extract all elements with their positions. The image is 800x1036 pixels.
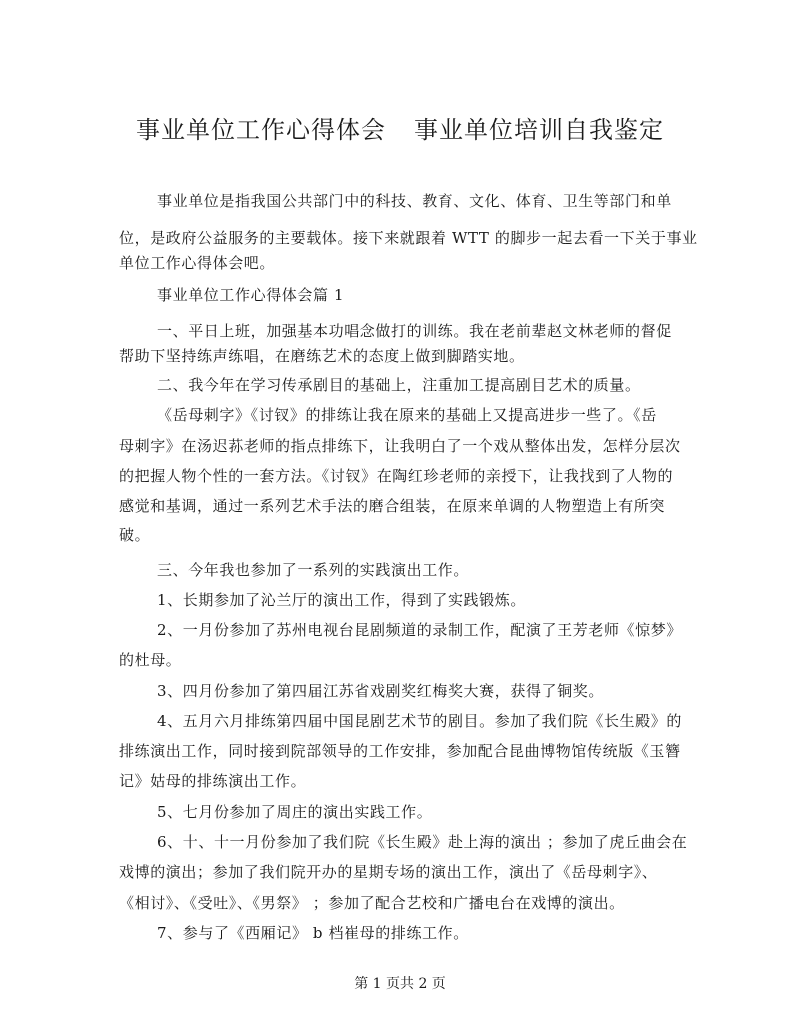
body-line: 3、四月份参加了第四届江苏省戏剧奖红梅奖大赛，获得了铜奖。 — [157, 682, 604, 700]
body-line: 1、长期参加了沁兰厅的演出工作，得到了实践锻炼。 — [157, 591, 526, 609]
page-number-footer: 第 1 页共 2 页 — [354, 976, 446, 992]
document-title — [0, 110, 800, 145]
body-line: 位，是政府公益服务的主要载体。接下来就跟着 WTT 的脚步一起去看一下关于事业 — [119, 229, 698, 247]
body-line: 的把握人物个性的一套方法。《讨钗》在陶红珍老师的亲授下，让我找到了人物的 — [119, 467, 674, 485]
body-line: 三、今年我也参加了一系列的实践演出工作。 — [157, 561, 470, 579]
body-line: 事业单位是指我国公共部门中的科技、教育、文化、体育、卫生等部门和单 — [157, 192, 672, 210]
body-line: 7、参与了《西厢记》 b 档崔母的排练工作。 — [157, 924, 469, 942]
section-heading: 事业单位工作心得体会篇 1 — [157, 286, 345, 304]
body-line: 6、十、十一月份参加了我们院《长生殿》赴上海的演出 ；参加了虎丘曲会在 — [157, 833, 688, 851]
body-line: 破。 — [119, 526, 151, 544]
body-line: 戏博的演出；参加了我们院开办的星期专场的演出工作，演出了《岳母刺字》、 — [119, 863, 658, 881]
body-line: 单位工作心得体会吧。 — [119, 254, 276, 272]
body-line: 一、平日上班，加强基本功唱念做打的训练。我在老前辈赵文林老师的督促 — [157, 322, 672, 340]
body-line: 二、我今年在学习传承剧目的基础上，注重加工提高剧目艺术的质量。 — [157, 376, 641, 394]
body-line: 2、一月份参加了苏州电视台昆剧频道的录制工作，配演了王芳老师《惊梦》 — [157, 621, 682, 639]
body-line: 4、五月六月排练第四届中国昆剧艺术节的剧目。参加了我们院《长生殿》的 — [157, 712, 682, 730]
body-line: 排练演出工作，同时接到院部领导的工作安排，参加配合昆曲博物馆传统版《玉簪 — [119, 742, 681, 760]
body-line: 《岳母刺字》《讨钗》的排练让我在原来的基础上又提高进步一些了。《岳 — [157, 406, 657, 424]
body-line: 感觉和基调，通过一系列艺术手法的磨合组装，在原来单调的人物塑造上有所突 — [119, 497, 666, 515]
body-line: 《相讨》、《受吐》、《男祭》 ；参加了配合艺校和广播电台在戏博的演出。 — [119, 894, 625, 912]
body-line: 的杜母。 — [119, 651, 182, 669]
title-part-2: 事业单位培训自我鉴定 — [414, 116, 664, 144]
body-line: 记》姑母的排练演出工作。 — [119, 772, 307, 790]
body-line: 母刺字》在汤迟荪老师的指点排练下，让我明白了一个戏从整体出发，怎样分层次 — [119, 437, 681, 455]
body-line: 5、七月份参加了周庄的演出实践工作。 — [157, 803, 433, 821]
title-part-1: 事业单位工作心得体会 — [136, 116, 386, 144]
body-line: 帮助下坚持练声练唱，在磨练艺术的态度上做到脚踏实地。 — [119, 347, 525, 365]
